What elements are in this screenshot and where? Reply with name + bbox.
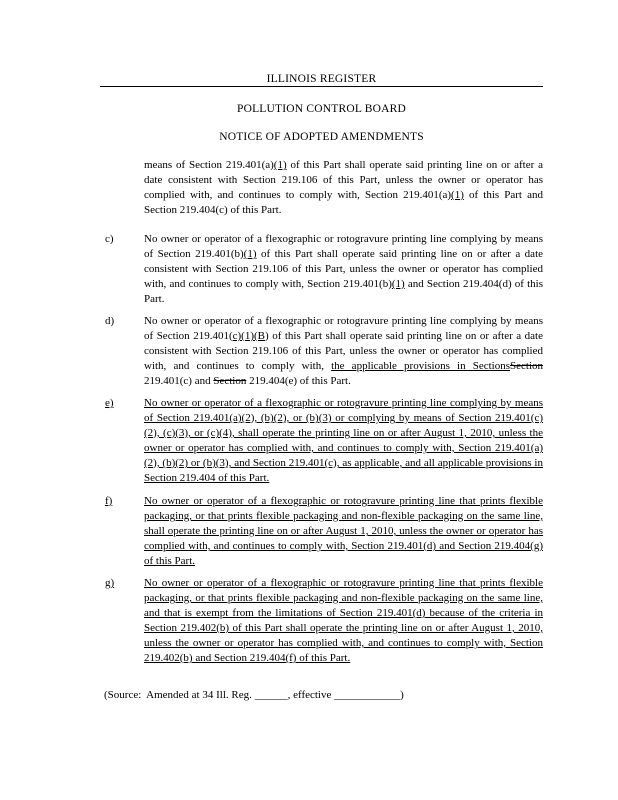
continuation-paragraph <box>144 158 543 218</box>
paragraph-label-g: g) <box>105 577 115 589</box>
text-run: means of Section 219.401(a) <box>144 159 274 171</box>
paragraph-label-d: d) <box>105 315 115 327</box>
text-run: No owner or operator of a flexographic or rotogravure printing line complying by means of Section 219.401(b) <box>144 233 543 260</box>
inserted-text: (1) <box>243 248 257 260</box>
text-run: of this Part shall operate said printing line on or after a date consistent with Section 219.106 of this Part, unless the owner or operator has complied with, and continues to comply with, Section 219.401(b) <box>144 248 544 290</box>
paragraph-c <box>144 232 543 307</box>
notice-title: NOTICE OF ADOPTED AMENDMENTS <box>219 131 424 143</box>
board-title: POLLUTION CONTROL BOARD <box>236 103 406 115</box>
text-run: No owner or operator of a flexographic or rotogravure printing line complying by means of Section 219.401( <box>144 315 543 342</box>
inserted-text: (1) <box>391 278 405 290</box>
text-run: of this Part and Section 219.404(c) of this Part. <box>144 189 543 216</box>
text-run: and Section 219.404(d) of this Part. <box>144 278 543 305</box>
text-run: ) of this Part shall operate said printing line on or after a date consistent with Section 219.106 of this Part, unless the owner or operator has complied with, and continues to comply with, <box>144 330 543 372</box>
inserted-text: c)(1)(B <box>232 330 265 342</box>
text-run: of this Part shall operate said printing line on or after a date consistent with Section 219.106 of this Part, unless the owner or operator has complied with, and continues to comply with, Section 219.401(a) <box>144 159 544 201</box>
deleted-text: Section <box>510 360 543 372</box>
source-note: (Source: Amended at 34 Ill. Reg. ______, effective ____________) <box>104 689 404 701</box>
register-title: ILLINOIS REGISTER <box>266 73 377 85</box>
paragraph-label-c: c) <box>105 233 114 245</box>
paragraph-g: No owner or operator of a flexographic or rotogravure printing line that prints flexible packaging, or that prints flexible packaging and non-flexible packaging on the same line, and that is exempt from the limitations of Section 219.401(d) because of the criteria in Section 219.402(b) of this Part shall operate the printing line on or after August 1, 2010, unless the owner or operator has complied with, and continues to comply with, Section 219.402(b) and Section 219.404(f) of this Part. <box>144 577 543 664</box>
inserted-text: the applicable provisions in Sections <box>331 360 510 372</box>
paragraph-label-e: e) <box>105 397 114 409</box>
paragraph-f: No owner or operator of a flexographic or rotogravure printing line that prints flexible packaging, or that prints flexible packaging and non-flexible packaging on the same line, shall operate the printing line on or after August 1, 2010, unless the owner or operator has complied with, and continues to comply with, Section 219.401(d) and Section 219.404(g) of this Part. <box>144 495 543 567</box>
text-run: 219.404(e) of this Part. <box>246 375 351 387</box>
paragraph-e: No owner or operator of a flexographic or rotogravure printing line complying by means of Section 219.401(a)(2), (b)(2), or (b)(3) or complying by means of Section 219.401(c)(2), (c)(3), or (c)(4), shall operate the printing line on or after August 1, 2010, unless the owner or operator has complied with, and continues to comply with, Section 219.401(a)(2), (b)(2) or (b)(3), and Section 219.401(c), as applicable, and all applicable provisions in Section 219.404 of this Part. <box>144 397 543 484</box>
text-run: 219.401(c) and <box>144 375 214 387</box>
header-rule <box>100 86 543 87</box>
inserted-text: (1) <box>273 159 287 171</box>
paragraph-d <box>144 314 543 389</box>
inserted-text: (1) <box>451 189 464 201</box>
deleted-text: Section <box>213 375 247 387</box>
paragraph-label-f: f) <box>105 495 113 507</box>
